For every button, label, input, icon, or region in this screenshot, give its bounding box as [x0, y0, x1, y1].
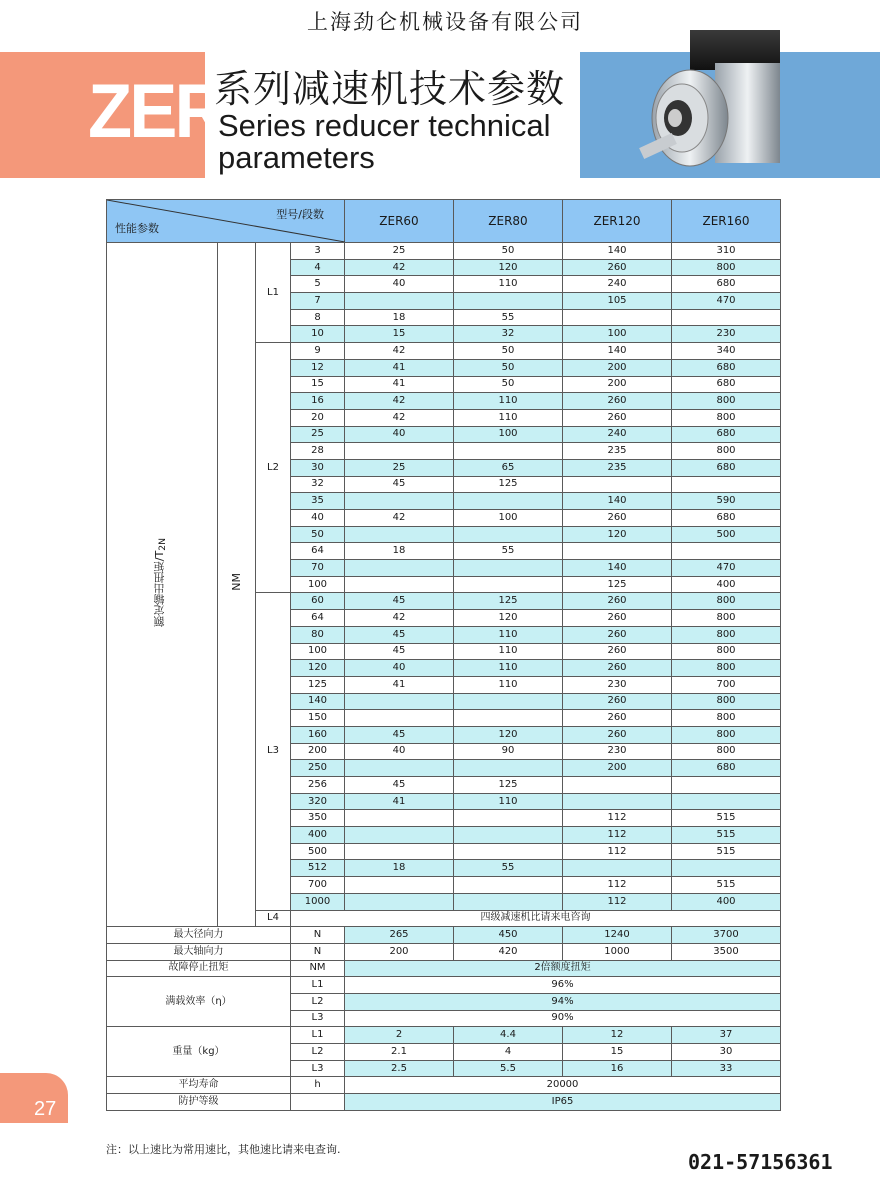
torque-value-cell: 800 — [672, 660, 781, 677]
torque-value-cell: 15 — [345, 326, 454, 343]
torque-value-cell: 260 — [563, 393, 672, 410]
torque-value-cell: 680 — [672, 359, 781, 376]
weight-value: 12 — [563, 1027, 672, 1044]
ratio-cell: 8 — [291, 309, 345, 326]
torque-value-cell: 260 — [563, 259, 672, 276]
service-life-label: 平均寿命 — [107, 1077, 291, 1094]
ratio-cell: 35 — [291, 493, 345, 510]
max-radial-force-value: 450 — [454, 927, 563, 944]
torque-value-cell: 112 — [563, 893, 672, 910]
spec-table-body — [107, 243, 781, 1111]
torque-value-cell — [345, 760, 454, 777]
spec-table — [106, 199, 781, 1111]
weight-value: 2 — [345, 1027, 454, 1044]
torque-value-cell: 260 — [563, 693, 672, 710]
torque-value-cell — [345, 493, 454, 510]
model-header: ZER120 — [563, 200, 672, 243]
protection-unit-empty — [291, 1094, 345, 1111]
ratio-cell: 400 — [291, 827, 345, 844]
stage-label: L2 — [291, 1044, 345, 1061]
table-row — [107, 943, 781, 960]
torque-value-cell: 41 — [345, 376, 454, 393]
torque-value-cell: 230 — [672, 326, 781, 343]
protection-class-label: 防护等级 — [107, 1094, 291, 1111]
torque-value-cell — [672, 476, 781, 493]
table-row — [107, 977, 781, 994]
torque-value-cell: 800 — [672, 710, 781, 727]
torque-value-cell: 42 — [345, 259, 454, 276]
model-header: ZER60 — [345, 200, 454, 243]
max-axial-force-value: 200 — [345, 943, 454, 960]
torque-value-cell: 200 — [563, 359, 672, 376]
torque-value-cell — [345, 710, 454, 727]
torque-value-cell: 50 — [454, 359, 563, 376]
torque-value-cell: 140 — [563, 243, 672, 260]
torque-value-cell: 680 — [672, 760, 781, 777]
torque-value-cell: 40 — [345, 426, 454, 443]
torque-value-cell: 50 — [454, 343, 563, 360]
torque-value-cell: 125 — [454, 476, 563, 493]
torque-value-cell: 120 — [563, 526, 672, 543]
stage-label: L3 — [291, 1010, 345, 1027]
ratio-cell: 120 — [291, 660, 345, 677]
weight-value: 16 — [563, 1060, 672, 1077]
torque-value-cell — [345, 693, 454, 710]
torque-unit-cell — [218, 243, 256, 927]
torque-value-cell — [563, 543, 672, 560]
ratio-cell: 15 — [291, 376, 345, 393]
efficiency-value: 90% — [345, 1010, 781, 1027]
stage-label: L2 — [256, 343, 291, 593]
torque-value-cell: 18 — [345, 543, 454, 560]
max-axial-force-label: 最大轴向力 — [107, 943, 291, 960]
torque-value-cell: 55 — [454, 543, 563, 560]
torque-value-cell: 50 — [454, 376, 563, 393]
torque-value-cell: 800 — [672, 259, 781, 276]
gearbox-image — [620, 18, 800, 188]
torque-value-cell: 42 — [345, 393, 454, 410]
torque-value-cell: 90 — [454, 743, 563, 760]
torque-value-cell: 125 — [454, 777, 563, 794]
stop-torque-unit: NM — [291, 960, 345, 977]
torque-value-cell — [345, 560, 454, 577]
torque-value-cell: 260 — [563, 610, 672, 627]
torque-value-cell: 41 — [345, 676, 454, 693]
ratio-cell: 80 — [291, 626, 345, 643]
weight-value: 4 — [454, 1044, 563, 1061]
ratio-cell: 320 — [291, 793, 345, 810]
torque-value-cell: 112 — [563, 810, 672, 827]
torque-value-cell: 515 — [672, 827, 781, 844]
max-axial-force-unit: N — [291, 943, 345, 960]
ratio-cell: 256 — [291, 777, 345, 794]
torque-value-cell — [563, 777, 672, 794]
weight-value: 15 — [563, 1044, 672, 1061]
stop-torque-label: 故障停止扭矩 — [107, 960, 291, 977]
ratio-cell: 250 — [291, 760, 345, 777]
ratio-cell: 140 — [291, 693, 345, 710]
torque-value-cell: 260 — [563, 710, 672, 727]
torque-value-cell: 140 — [563, 343, 672, 360]
torque-value-cell: 800 — [672, 593, 781, 610]
torque-value-cell: 800 — [672, 693, 781, 710]
stage-label: L3 — [256, 593, 291, 910]
torque-value-cell: 260 — [563, 643, 672, 660]
performance-param-label: 性能参数 — [115, 222, 159, 235]
torque-value-cell — [454, 893, 563, 910]
stage-label: L1 — [256, 243, 291, 343]
torque-value-cell: 32 — [454, 326, 563, 343]
torque-value-cell: 45 — [345, 593, 454, 610]
max-axial-force-value: 3500 — [672, 943, 781, 960]
torque-value-cell: 800 — [672, 393, 781, 410]
torque-value-cell: 55 — [454, 860, 563, 877]
phone-number: 021-57156361 — [688, 1150, 833, 1174]
torque-value-cell: 680 — [672, 459, 781, 476]
torque-value-cell: 340 — [672, 343, 781, 360]
page-title-cn: 系列减速机技术参数 — [214, 67, 566, 111]
torque-value-cell — [454, 827, 563, 844]
torque-value-cell: 200 — [563, 760, 672, 777]
weight-value: 30 — [672, 1044, 781, 1061]
torque-value-cell: 515 — [672, 843, 781, 860]
torque-value-cell: 40 — [345, 743, 454, 760]
torque-value-cell: 400 — [672, 576, 781, 593]
torque-value-cell — [345, 443, 454, 460]
torque-value-cell — [672, 543, 781, 560]
torque-label-text: 额定输出扭矩/T — [153, 550, 167, 627]
ratio-cell: 100 — [291, 643, 345, 660]
torque-value-cell — [563, 309, 672, 326]
torque-value-cell: 260 — [563, 510, 672, 527]
torque-value-cell: 680 — [672, 426, 781, 443]
ratio-cell: 40 — [291, 510, 345, 527]
service-life-value: 20000 — [345, 1077, 781, 1094]
efficiency-value: 94% — [345, 993, 781, 1010]
torque-value-cell: 235 — [563, 459, 672, 476]
company-name: 上海劲仑机械设备有限公司 — [307, 10, 583, 34]
torque-value-cell — [454, 710, 563, 727]
torque-value-cell: 65 — [454, 459, 563, 476]
torque-value-cell: 240 — [563, 426, 672, 443]
torque-value-cell: 112 — [563, 843, 672, 860]
torque-value-cell — [345, 526, 454, 543]
torque-value-cell: 110 — [454, 626, 563, 643]
torque-value-cell: 680 — [672, 376, 781, 393]
stop-torque-value: 2倍额度扭矩 — [345, 960, 781, 977]
torque-value-cell: 800 — [672, 610, 781, 627]
page-title-en-line1: Series reducer technical — [218, 108, 551, 143]
torque-value-cell: 400 — [672, 893, 781, 910]
torque-value-cell: 800 — [672, 409, 781, 426]
table-row — [107, 1077, 781, 1094]
torque-value-cell: 800 — [672, 726, 781, 743]
torque-value-cell: 110 — [454, 676, 563, 693]
torque-value-cell: 120 — [454, 259, 563, 276]
torque-value-cell: 110 — [454, 393, 563, 410]
torque-value-cell: 120 — [454, 726, 563, 743]
torque-value-cell: 42 — [345, 510, 454, 527]
ratio-cell: 16 — [291, 393, 345, 410]
ratio-cell: 4 — [291, 259, 345, 276]
ratio-cell: 160 — [291, 726, 345, 743]
torque-value-cell — [672, 777, 781, 794]
torque-unit: NM — [229, 573, 243, 591]
ratio-cell: 9 — [291, 343, 345, 360]
weight-value: 5.5 — [454, 1060, 563, 1077]
torque-value-cell: 470 — [672, 293, 781, 310]
ratio-cell: 1000 — [291, 893, 345, 910]
stage-label: L4 — [256, 910, 291, 927]
torque-value-cell: 515 — [672, 877, 781, 894]
torque-value-cell: 105 — [563, 293, 672, 310]
torque-value-cell: 680 — [672, 510, 781, 527]
torque-value-cell: 100 — [563, 326, 672, 343]
torque-value-cell — [454, 526, 563, 543]
torque-value-cell: 110 — [454, 409, 563, 426]
torque-value-cell: 125 — [563, 576, 672, 593]
page-title-en-line2: parameters — [218, 140, 375, 175]
weight-value: 2.5 — [345, 1060, 454, 1077]
torque-value-cell: 112 — [563, 827, 672, 844]
ratio-cell: 5 — [291, 276, 345, 293]
torque-label-subscript: 2N — [157, 537, 169, 551]
torque-label — [153, 538, 170, 627]
torque-value-cell — [345, 810, 454, 827]
torque-value-cell: 800 — [672, 443, 781, 460]
torque-value-cell: 45 — [345, 643, 454, 660]
ratio-cell: 350 — [291, 810, 345, 827]
torque-value-cell — [454, 560, 563, 577]
series-logo: ZER — [88, 69, 224, 154]
ratio-cell: 50 — [291, 526, 345, 543]
torque-value-cell: 590 — [672, 493, 781, 510]
weight-label: 重量（kg） — [107, 1027, 291, 1077]
torque-value-cell — [345, 877, 454, 894]
stage-label: L1 — [291, 1027, 345, 1044]
ratio-cell: 20 — [291, 409, 345, 426]
ratio-cell: 7 — [291, 293, 345, 310]
max-radial-force-value: 265 — [345, 927, 454, 944]
torque-value-cell: 260 — [563, 409, 672, 426]
torque-value-cell: 55 — [454, 309, 563, 326]
torque-value-cell: 18 — [345, 309, 454, 326]
ratio-cell: 60 — [291, 593, 345, 610]
weight-value: 33 — [672, 1060, 781, 1077]
ratio-cell: 100 — [291, 576, 345, 593]
ratio-cell: 64 — [291, 543, 345, 560]
ratio-cell: 125 — [291, 676, 345, 693]
max-axial-force-value: 1000 — [563, 943, 672, 960]
torque-value-cell: 140 — [563, 493, 672, 510]
efficiency-value: 96% — [345, 977, 781, 994]
page-number: 27 — [34, 1098, 57, 1120]
ratio-cell: 500 — [291, 843, 345, 860]
torque-value-cell: 230 — [563, 743, 672, 760]
torque-value-cell — [563, 476, 672, 493]
torque-value-cell — [672, 793, 781, 810]
torque-value-cell: 110 — [454, 276, 563, 293]
torque-value-cell — [454, 693, 563, 710]
torque-value-cell — [563, 793, 672, 810]
torque-value-cell: 700 — [672, 676, 781, 693]
torque-value-cell — [345, 843, 454, 860]
ratio-cell: 28 — [291, 443, 345, 460]
ratio-cell: 30 — [291, 459, 345, 476]
torque-value-cell: 100 — [454, 510, 563, 527]
table-row — [107, 927, 781, 944]
torque-value-cell — [454, 443, 563, 460]
efficiency-label: 满载效率（η） — [107, 977, 291, 1027]
footnote: 注：以上速比为常用速比，其他速比请来电查询. — [106, 1143, 341, 1156]
torque-value-cell: 125 — [454, 593, 563, 610]
torque-value-cell: 45 — [345, 476, 454, 493]
ratio-cell: 12 — [291, 359, 345, 376]
ratio-cell: 25 — [291, 426, 345, 443]
stage-label: L1 — [291, 977, 345, 994]
stage-label: L2 — [291, 993, 345, 1010]
torque-value-cell: 800 — [672, 643, 781, 660]
protection-class-value: IP65 — [345, 1094, 781, 1111]
l4-note: 四级减速机比请来电咨询 — [291, 910, 781, 927]
torque-value-cell: 120 — [454, 610, 563, 627]
torque-value-cell — [454, 293, 563, 310]
torque-value-cell: 45 — [345, 726, 454, 743]
torque-value-cell: 470 — [672, 560, 781, 577]
torque-value-cell: 260 — [563, 726, 672, 743]
torque-value-cell — [345, 827, 454, 844]
max-radial-force-value: 3700 — [672, 927, 781, 944]
weight-value: 2.1 — [345, 1044, 454, 1061]
ratio-cell: 32 — [291, 476, 345, 493]
torque-value-cell: 41 — [345, 793, 454, 810]
torque-value-cell: 240 — [563, 276, 672, 293]
torque-value-cell: 260 — [563, 626, 672, 643]
torque-value-cell: 41 — [345, 359, 454, 376]
ratio-cell: 512 — [291, 860, 345, 877]
torque-value-cell: 140 — [563, 560, 672, 577]
torque-value-cell: 18 — [345, 860, 454, 877]
ratio-cell: 70 — [291, 560, 345, 577]
torque-value-cell — [454, 843, 563, 860]
torque-value-cell: 110 — [454, 793, 563, 810]
torque-value-cell: 42 — [345, 343, 454, 360]
model-stage-label: 型号/段数 — [276, 208, 324, 221]
torque-value-cell: 42 — [345, 610, 454, 627]
model-header: ZER80 — [454, 200, 563, 243]
torque-value-cell: 40 — [345, 276, 454, 293]
torque-value-cell: 25 — [345, 459, 454, 476]
torque-value-cell — [454, 877, 563, 894]
header-corner-cell — [107, 200, 345, 243]
ratio-cell: 3 — [291, 243, 345, 260]
torque-value-cell: 45 — [345, 777, 454, 794]
torque-label-cell — [107, 243, 218, 927]
torque-value-cell: 200 — [563, 376, 672, 393]
torque-value-cell — [454, 810, 563, 827]
torque-value-cell: 500 — [672, 526, 781, 543]
ratio-cell: 700 — [291, 877, 345, 894]
torque-value-cell: 230 — [563, 676, 672, 693]
torque-value-cell — [454, 493, 563, 510]
torque-value-cell: 25 — [345, 243, 454, 260]
table-row — [107, 1027, 781, 1044]
service-life-unit: h — [291, 1077, 345, 1094]
torque-value-cell: 40 — [345, 660, 454, 677]
torque-value-cell — [672, 860, 781, 877]
max-radial-force-label: 最大径向力 — [107, 927, 291, 944]
torque-value-cell — [345, 893, 454, 910]
torque-value-cell: 680 — [672, 276, 781, 293]
torque-value-cell — [454, 576, 563, 593]
ratio-cell: 10 — [291, 326, 345, 343]
torque-value-cell: 235 — [563, 443, 672, 460]
model-header: ZER160 — [672, 200, 781, 243]
table-row — [107, 243, 781, 260]
torque-value-cell: 110 — [454, 643, 563, 660]
weight-value: 4.4 — [454, 1027, 563, 1044]
weight-value: 37 — [672, 1027, 781, 1044]
ratio-cell: 64 — [291, 610, 345, 627]
torque-value-cell — [672, 309, 781, 326]
torque-value-cell: 112 — [563, 877, 672, 894]
table-row — [107, 1094, 781, 1111]
torque-value-cell: 515 — [672, 810, 781, 827]
torque-value-cell — [454, 760, 563, 777]
torque-value-cell: 110 — [454, 660, 563, 677]
torque-value-cell: 260 — [563, 660, 672, 677]
torque-value-cell: 100 — [454, 426, 563, 443]
max-axial-force-value: 420 — [454, 943, 563, 960]
max-radial-force-value: 1240 — [563, 927, 672, 944]
torque-value-cell — [563, 860, 672, 877]
ratio-cell: 200 — [291, 743, 345, 760]
table-row — [107, 960, 781, 977]
torque-value-cell: 800 — [672, 626, 781, 643]
torque-value-cell: 50 — [454, 243, 563, 260]
torque-value-cell: 310 — [672, 243, 781, 260]
ratio-cell: 150 — [291, 710, 345, 727]
torque-value-cell — [345, 293, 454, 310]
torque-value-cell: 45 — [345, 626, 454, 643]
torque-value-cell: 42 — [345, 409, 454, 426]
torque-value-cell — [345, 576, 454, 593]
max-radial-force-unit: N — [291, 927, 345, 944]
stage-label: L3 — [291, 1060, 345, 1077]
torque-value-cell: 800 — [672, 743, 781, 760]
torque-value-cell: 260 — [563, 593, 672, 610]
